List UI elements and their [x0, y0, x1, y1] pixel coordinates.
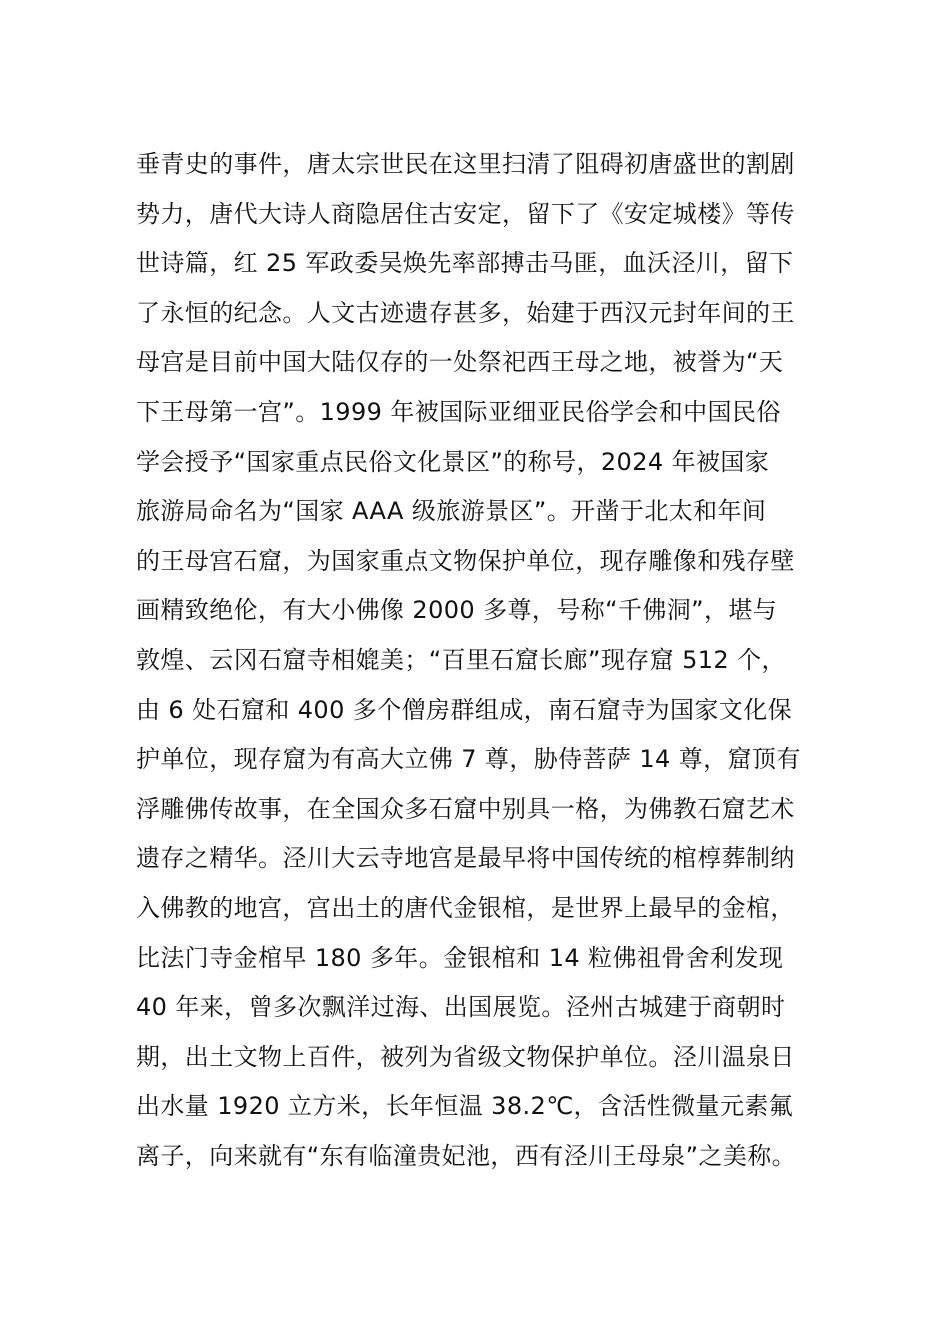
text-line: 入佛教的地宫，宫出土的唐代金银棺，是世界上最早的金棺，	[136, 893, 795, 922]
text-line: 敦煌、云冈石窟寺相媲美；“百里石窟长廊”现存窟 512 个，	[136, 645, 786, 674]
body-paragraph	[136, 140, 856, 1181]
text-line: 下王母第一宫”。1999 年被国际亚细亚民俗学会和中国民俗	[136, 397, 781, 426]
text-line: 离子，向来就有“东有临潼贵妃池，西有泾川王母泉”之美称。	[136, 1141, 797, 1170]
text-line: 出水量 1920 立方米，长年恒温 38.2℃，含活性微量元素氟	[136, 1092, 794, 1121]
text-line: 的王母宫石窟，为国家重点文物保护单位，现存雕像和残存壁	[136, 546, 795, 575]
text-line: 护单位，现存窟为有高大立佛 7 尊，胁侍菩萨 14 尊，窟顶有	[136, 745, 801, 774]
text-line: 由 6 处石窟和 400 多个僧房群组成，南石窟寺为国家文化保	[136, 695, 792, 724]
text-line: 期，出土文物上百件，被列为省级文物保护单位。泾川温泉日	[136, 1042, 795, 1071]
text-line: 势力，唐代大诗人商隐居住古安定，留下了《安定城楼》等传	[136, 199, 795, 228]
text-line: 母宫是目前中国大陆仅存的一处祭祀西王母之地，被誉为“天	[136, 348, 784, 377]
text-line: 浮雕佛传故事，在全国众多石窟中别具一格，为佛教石窟艺术	[136, 794, 795, 823]
text-line: 了永恒的纪念。人文古迹遗存甚多，始建于西汉元封年间的王	[136, 298, 795, 327]
text-line: 比法门寺金棺早 180 多年。金银棺和 14 粒佛祖骨舍利发现	[136, 943, 784, 972]
text-line: 世诗篇，红 25 军政委吴焕先率部搏击马匪，血沃泾川，留下	[136, 249, 794, 278]
text-line: 40 年来，曾多次飘洋过海、出国展览。泾州古城建于商朝时	[136, 993, 786, 1022]
text-line: 旅游局命名为“国家 AAA 级旅游景区”。开凿于北太和年间	[136, 497, 767, 526]
text-line: 画精致绝伦，有大小佛像 2000 多尊，号称“千佛洞”，堪与	[136, 596, 778, 625]
text-line: 垂青史的事件，唐太宗世民在这里扫清了阻碍初唐盛世的割剧	[136, 150, 795, 178]
text-line: 学会授予“国家重点民俗文化景区”的称号，2024 年被国家	[136, 447, 770, 476]
text-line: 遗存之精华。泾川大云寺地宫是最早将中国传统的棺椁葬制纳	[136, 844, 795, 873]
